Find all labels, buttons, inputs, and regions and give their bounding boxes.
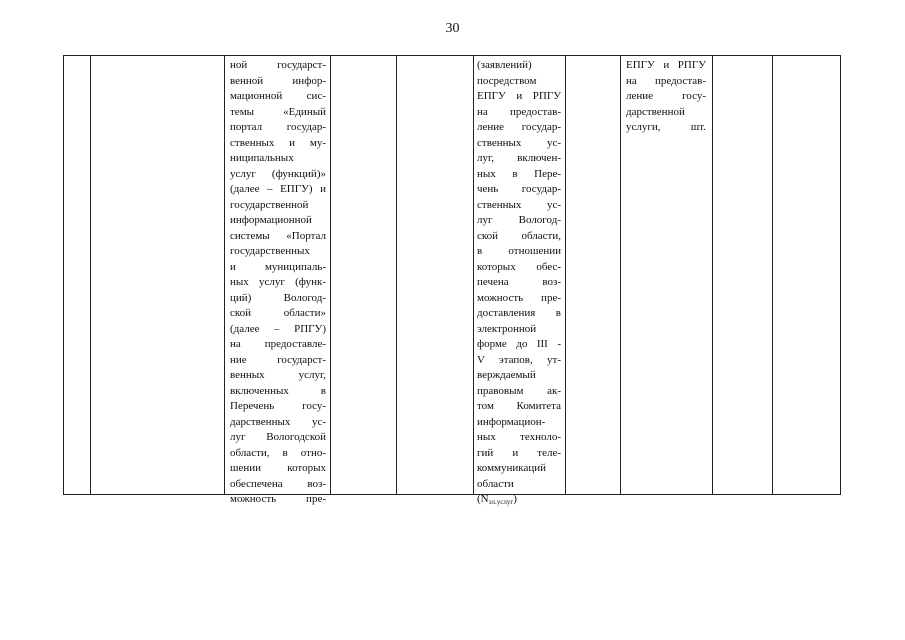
column-divider	[712, 56, 713, 494]
text-line: (заявлений)	[477, 59, 532, 71]
text-line: форме до III -	[477, 338, 561, 350]
column-divider	[224, 56, 225, 494]
text-line: ственных и му-	[230, 136, 326, 149]
text-line: области	[477, 477, 514, 490]
text-line: ниципальных	[230, 152, 294, 164]
text-line: электронной	[477, 322, 537, 335]
text-line: венной инфор-	[230, 74, 326, 87]
text-line: (далее – РПГУ)	[230, 322, 326, 335]
text-line: дарственной	[626, 105, 685, 118]
column-divider	[396, 56, 397, 494]
text-line: луг Вологодской	[230, 431, 326, 443]
text-line: ственных ус-	[477, 198, 561, 211]
text-line: ственных ус-	[477, 136, 561, 149]
text-line: можность пре-	[477, 291, 561, 304]
text-line: венных услуг,	[230, 369, 326, 381]
column-divider	[620, 56, 621, 494]
text-line: государственных	[230, 245, 310, 257]
column-divider	[90, 56, 91, 494]
table-cell-column-8	[626, 58, 706, 136]
text-line: услуги, шт.	[626, 121, 706, 133]
text-line: шении которых	[230, 462, 326, 474]
text-line: V этапов, ут-	[477, 353, 561, 366]
text-line: области, в отно-	[230, 446, 326, 459]
table-cell-column-3	[230, 58, 326, 508]
text-line: луг Вологод-	[477, 214, 561, 226]
text-line: гий и теле-	[477, 446, 561, 459]
text-line: печена воз-	[477, 276, 561, 288]
text-line: государственной	[230, 198, 309, 211]
text-line: темы «Единый	[230, 105, 326, 118]
column-divider	[473, 56, 474, 494]
text-line: ление государ-	[477, 121, 561, 133]
text-line: чень государ-	[477, 183, 561, 195]
formula-label	[477, 492, 561, 508]
text-line: которых обес-	[477, 260, 561, 273]
text-line: и муниципаль-	[230, 260, 326, 273]
text-line: ной государст-	[230, 59, 326, 71]
text-line: мационной сис-	[230, 90, 326, 102]
text-line: портал государ-	[230, 121, 326, 133]
text-line: включенных в	[230, 384, 326, 397]
formula-close: )	[513, 493, 517, 505]
text-line: в отношении	[477, 245, 561, 257]
text-line: ных в Пере-	[477, 167, 561, 180]
text-line: обеспечена воз-	[230, 477, 326, 490]
text-line: ление госу-	[626, 90, 706, 102]
text-line: на предоставле-	[230, 338, 326, 350]
text-line: (далее – ЕПГУ) и	[230, 183, 326, 195]
text-line: на предостав-	[626, 74, 706, 87]
text-line: ных услуг (функ-	[230, 276, 326, 288]
document-table	[63, 55, 841, 506]
formula-subscript: эл.услуг	[488, 498, 514, 506]
table-cell-column-6	[477, 58, 561, 508]
text-line: информацион-	[477, 415, 546, 428]
text-line: ных техноло-	[477, 431, 561, 443]
text-line: правовым ак-	[477, 384, 561, 397]
text-line: том Комитета	[477, 400, 561, 412]
formula-base: (N	[477, 493, 489, 505]
column-divider	[565, 56, 566, 494]
text-line: на предостав-	[477, 105, 561, 118]
text-line: верждаемый	[477, 369, 536, 381]
text-line: ЕПГУ и РПГУ	[477, 90, 561, 102]
text-line: Перечень госу-	[230, 400, 326, 412]
text-line: информационной	[230, 214, 312, 226]
text-line: луг, включен-	[477, 152, 561, 164]
text-line: услуг (функций)»	[230, 167, 326, 180]
text-line: посредством	[477, 74, 537, 87]
text-line: ние государст-	[230, 353, 326, 366]
column-divider	[330, 56, 331, 494]
column-divider	[772, 56, 773, 494]
text-line: ций) Вологод-	[230, 291, 326, 304]
text-line: ЕПГУ и РПГУ	[626, 59, 706, 71]
text-line: коммуникаций	[477, 462, 546, 474]
text-line: доставления в	[477, 307, 561, 319]
text-line: ской области»	[230, 307, 326, 319]
text-line: дарственных ус-	[230, 415, 326, 428]
text-line: ской области,	[477, 229, 561, 242]
text-line: можность пре-	[230, 493, 326, 505]
page-number: 30	[445, 21, 460, 36]
text-line: системы «Портал	[230, 229, 326, 242]
